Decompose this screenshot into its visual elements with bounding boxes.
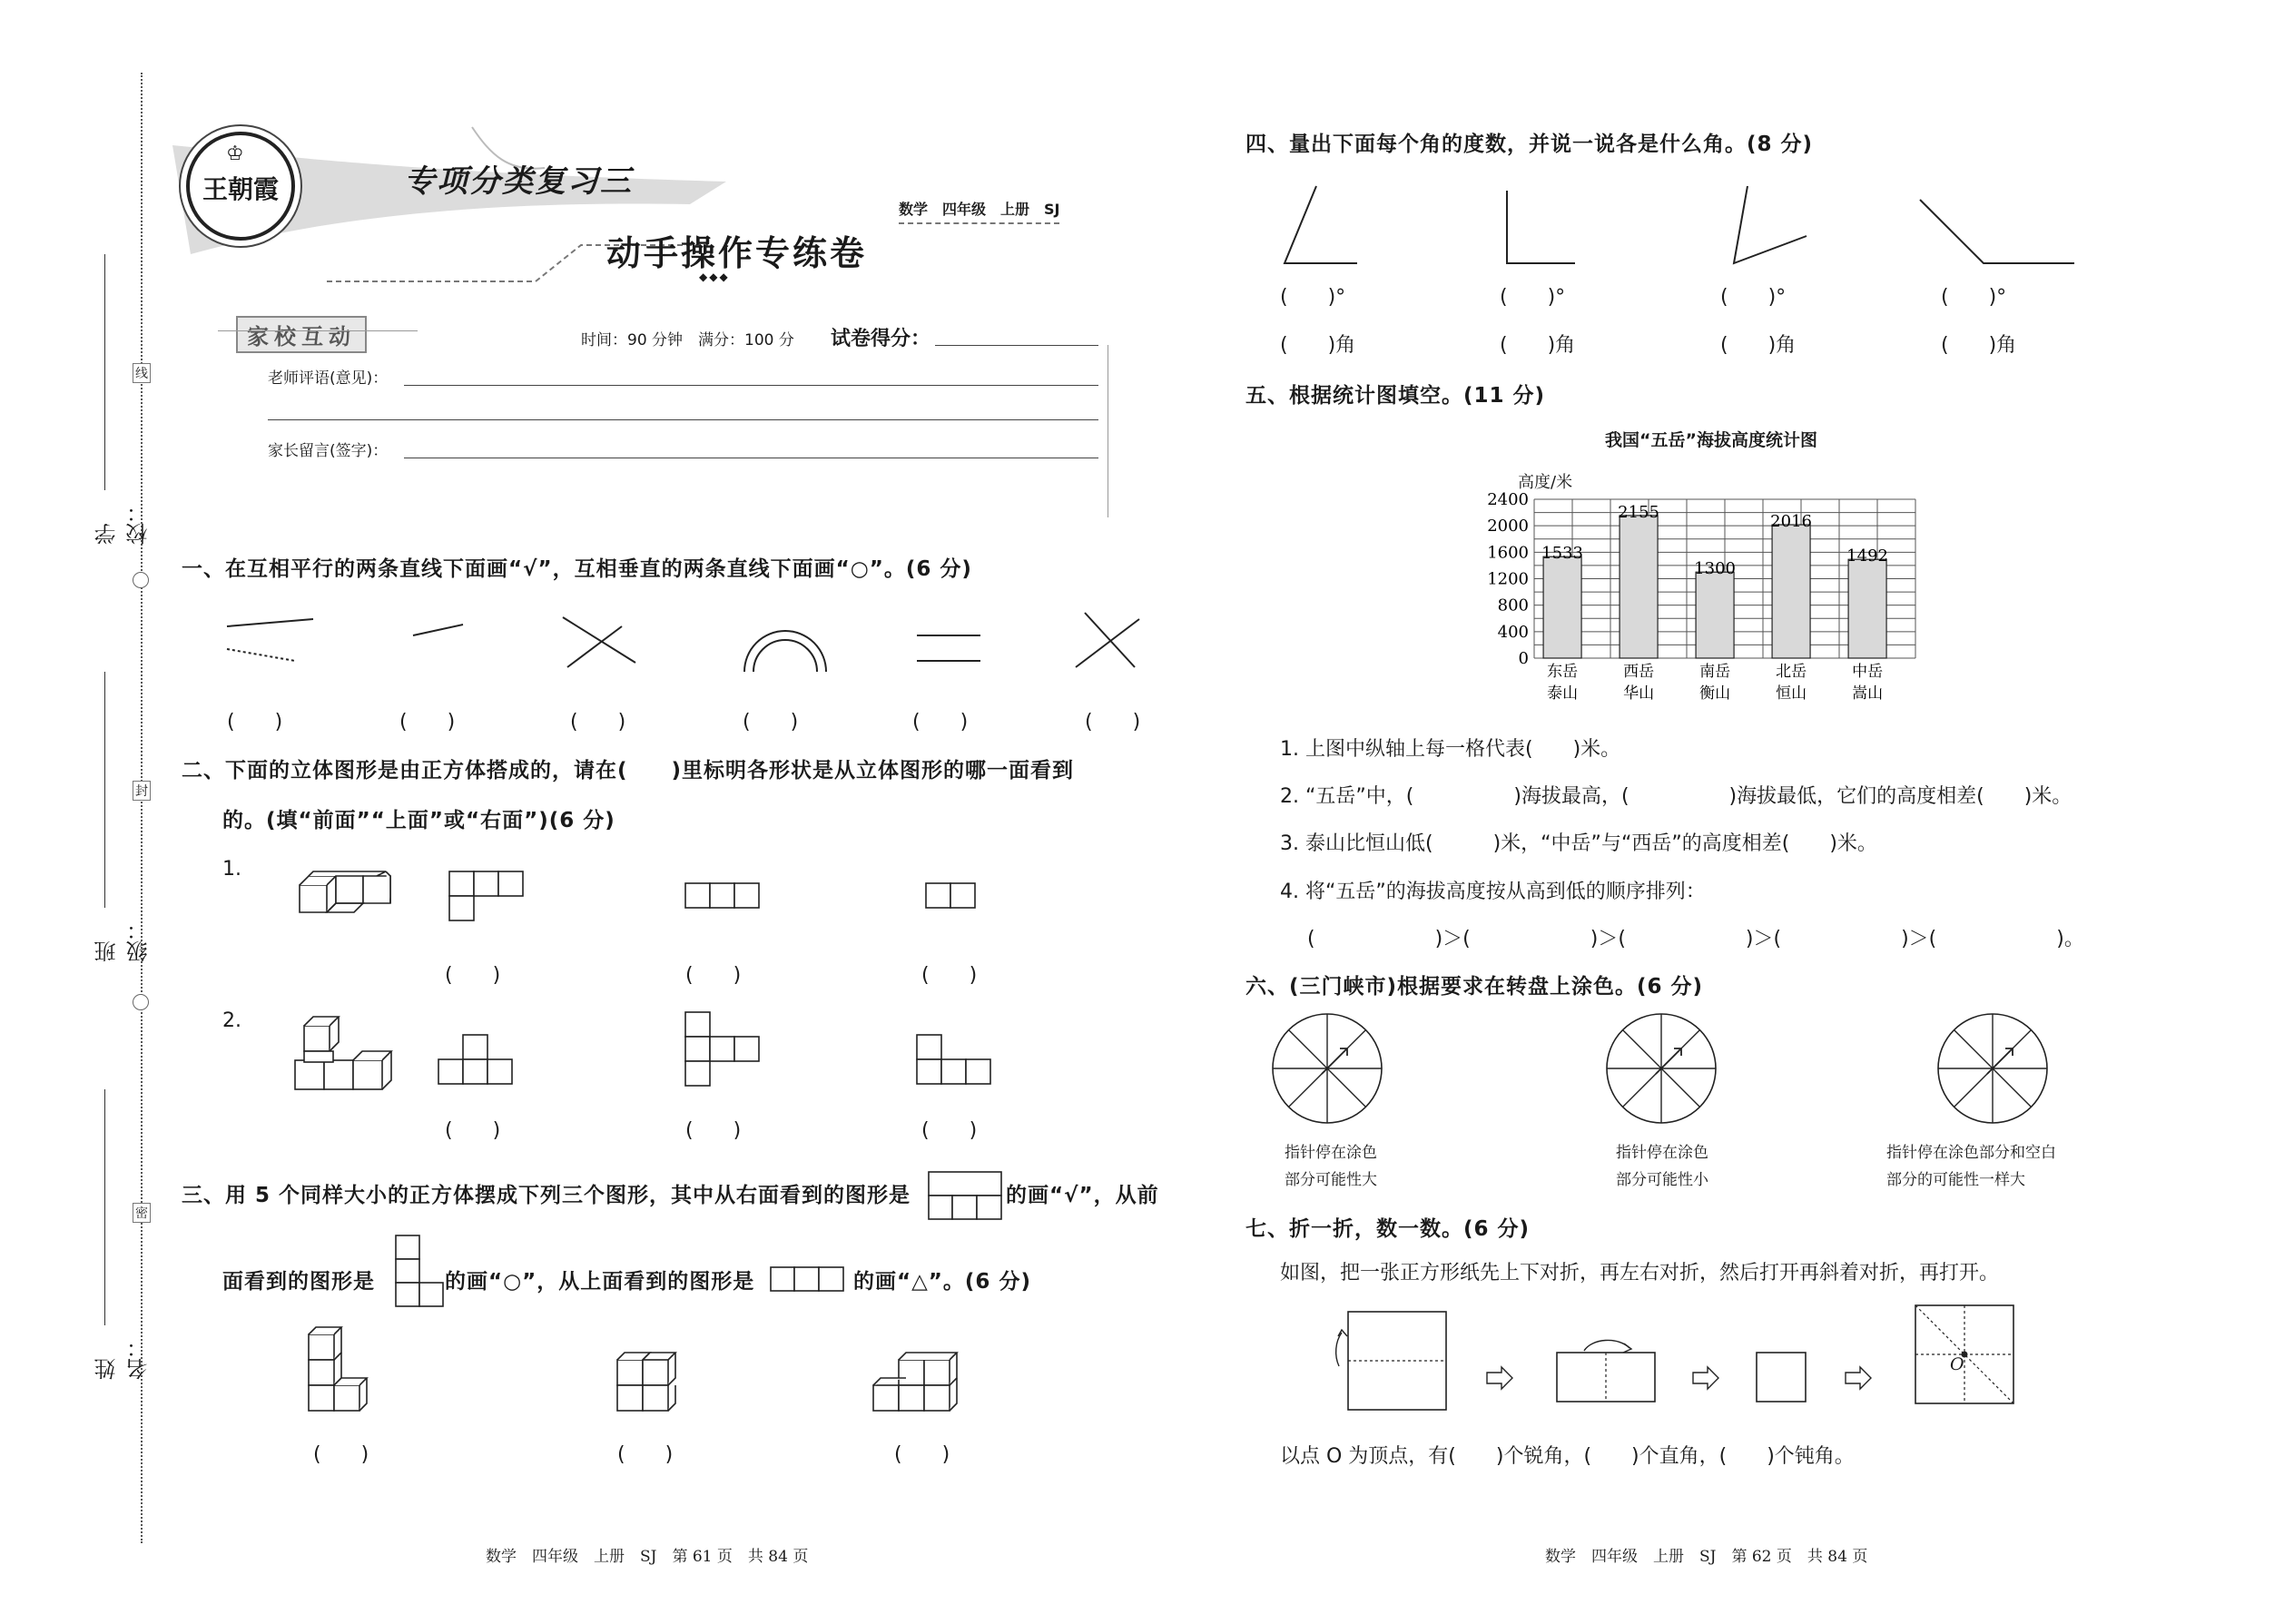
chart-category-label: 南岳 — [1699, 663, 1731, 681]
q3-blank-1[interactable]: ( ) — [313, 1443, 369, 1466]
q3-blank-2[interactable]: ( ) — [617, 1443, 674, 1466]
q3-text-b: 的画“√”，从前 — [1006, 1184, 1159, 1207]
q4-angle-type-1[interactable]: ( )角 — [1280, 334, 1356, 357]
q2-blank-6[interactable]: ( ) — [921, 1119, 978, 1142]
score-input[interactable] — [935, 345, 1098, 346]
spinner-2[interactable] — [1607, 1014, 1716, 1123]
q2-figures — [290, 867, 1017, 1103]
page-title: 动手操作专练卷 — [606, 232, 868, 273]
binding-circle-1 — [133, 572, 149, 588]
chart-category-label: 华山 — [1623, 684, 1655, 703]
chart-data-label: 1533 — [1541, 544, 1583, 564]
q6-caption-2b: 部分可能性小 — [1616, 1171, 1708, 1189]
q1-figures — [209, 599, 1171, 690]
q4-angles — [1271, 177, 2088, 268]
chart-title: 我国“五岳”海拔高度统计图 — [1605, 430, 1817, 450]
q3-text-c: 面看到的图形是 — [222, 1270, 375, 1294]
chart-bar — [1696, 572, 1734, 658]
q2-view-2-2 — [685, 1012, 759, 1086]
name-label: 姓名： — [94, 1336, 152, 1380]
q3-text-a: 三、用 5 个同样大小的正方体摆成下列三个图形，其中从右面看到的图形是 — [182, 1184, 911, 1207]
series-title: 专项分类复习三 — [404, 163, 633, 200]
teacher-comment-line-2[interactable] — [268, 419, 1098, 420]
fold-step-2 — [1557, 1340, 1655, 1402]
q4-text: 四、量出下面每个角的度数，并说一说各是什么角。(8 分) — [1245, 133, 1814, 156]
class-field[interactable] — [91, 672, 152, 962]
teacher-comment-line-1[interactable] — [404, 385, 1098, 386]
q6-spinners — [1271, 1012, 2088, 1130]
q1-blank-5[interactable]: ( ) — [912, 711, 969, 733]
q3-solid-3 — [873, 1353, 957, 1411]
q6-caption-1b: 部分可能性大 — [1285, 1171, 1377, 1189]
q5-item-3[interactable]: 3. 泰山比恒山低( )米，“中岳”与“西岳”的高度相差( )米。 — [1280, 832, 1877, 855]
fold-arrow-1-icon — [1487, 1367, 1512, 1389]
q4-degree-4[interactable]: ( )° — [1941, 286, 2007, 309]
q4-angle-type-2[interactable]: ( )角 — [1500, 334, 1576, 357]
home-school-badge: 家校互动 — [236, 316, 367, 353]
q3-solid-1 — [309, 1327, 367, 1411]
binding-mark-mi: 密 — [133, 1203, 151, 1223]
name-field[interactable] — [91, 1089, 152, 1380]
footer-right: 数学 四年级 上册 SJ 第 62 页 共 84 页 — [1545, 1548, 1868, 1566]
q3-blank-3[interactable]: ( ) — [894, 1443, 950, 1466]
q5-text: 五、根据统计图填空。(11 分) — [1245, 384, 1546, 408]
q4-angle-type-4[interactable]: ( )角 — [1941, 334, 2017, 357]
chart-category-label: 东岳 — [1547, 663, 1579, 681]
q4-degree-3[interactable]: ( )° — [1720, 286, 1787, 309]
q5-item-2[interactable]: 2. “五岳”中，( )海拔最高，( )海拔最低，它们的高度相差( )米。 — [1280, 785, 2072, 808]
home-school-panel — [218, 309, 1126, 517]
q4-degree-1[interactable]: ( )° — [1280, 286, 1346, 309]
q6-caption-3b: 部分的可能性一样大 — [1886, 1171, 2025, 1189]
binding-mark-xian: 线 — [133, 363, 151, 383]
chart-category-label: 恒山 — [1776, 684, 1807, 703]
chart-y-tick-label: 0 — [1518, 649, 1529, 668]
binding-circle-2 — [133, 994, 149, 1010]
q1-figure-5 — [917, 635, 980, 661]
q2-view-2-1 — [438, 1035, 512, 1084]
q7-text: 七、折一折，数一数。(6 分) — [1245, 1217, 1531, 1241]
q3-inline-view-right — [928, 1171, 1002, 1220]
q2-blank-1[interactable]: ( ) — [445, 964, 501, 987]
class-label: 班级： — [94, 919, 152, 962]
fold-step-4 — [1915, 1305, 2013, 1403]
q3-solid-2 — [617, 1353, 675, 1411]
chart-y-tick-label: 800 — [1497, 595, 1529, 615]
chart-bar — [1772, 525, 1810, 658]
q5-item-5-order[interactable]: ( )＞( )＞( )＞( )＞( )。 — [1307, 928, 2084, 950]
spinner-1[interactable] — [1273, 1014, 1382, 1123]
chart-y-tick-label: 2000 — [1487, 517, 1529, 536]
q3-inline-view-front — [395, 1235, 446, 1309]
chart-y-tick-label: 400 — [1497, 622, 1529, 642]
q6-text: 六、(三门峡市)根据要求在转盘上涂色。(6 分) — [1245, 975, 1704, 999]
fold-step-1 — [1336, 1312, 1446, 1410]
q7-point-o: O — [1950, 1354, 1964, 1374]
chart-data-label: 1300 — [1694, 559, 1736, 579]
q6-caption-2a: 指针停在涂色 — [1616, 1144, 1708, 1162]
q2-item-1-number: 1. — [222, 858, 241, 881]
q1-figure-3 — [563, 617, 635, 667]
chart-data-label: 1492 — [1846, 546, 1888, 566]
q2-text-line-1: 二、下面的立体图形是由正方体搭成的，请在( )里标明各形状是从立体图形的哪一面看到 — [182, 759, 1075, 782]
footer-left: 数学 四年级 上册 SJ 第 61 页 共 84 页 — [486, 1548, 809, 1566]
q1-figure-6 — [1076, 613, 1139, 667]
chart-bar — [1848, 559, 1886, 658]
q5-item-1[interactable]: 1. 上图中纵轴上每一格代表( )米。 — [1280, 738, 1621, 761]
bar-chart — [1462, 490, 1970, 717]
q7-answer[interactable]: 以点 O 为顶点，有( )个锐角，( )个直角，( )个钝角。 — [1280, 1445, 1855, 1468]
q7-folding-steps — [1307, 1298, 2033, 1416]
q3-inline-view-top — [770, 1266, 844, 1294]
q5-item-4: 4. 将“五岳”的海拔高度按从高到低的顺序排列： — [1280, 881, 1706, 903]
fold-arrow-2-icon — [1693, 1367, 1718, 1389]
panel-frame-top — [218, 330, 418, 331]
angle-3 — [1734, 186, 1807, 263]
q1-blank-6[interactable]: ( ) — [1085, 711, 1141, 733]
fold-step-3 — [1757, 1353, 1806, 1402]
q2-text-line-2: 的。(填“前面”“上面”或“右面”)(6 分) — [222, 809, 615, 832]
q2-solid-1 — [300, 871, 390, 912]
time-info: 时间：90 分钟 满分：100 分 — [581, 331, 794, 349]
q7-description: 如图，把一张正方形纸先上下对折，再左右对折，然后打开再斜着对折，再打开。 — [1280, 1262, 2000, 1284]
q2-item-2-number: 2. — [222, 1009, 241, 1032]
angle-1 — [1285, 186, 1357, 263]
q1-figure-4 — [744, 631, 826, 672]
q2-blank-5[interactable]: ( ) — [685, 1119, 742, 1142]
score-label: 试卷得分： — [831, 328, 931, 350]
q6-caption-3a: 指针停在涂色部分和空白 — [1886, 1144, 2056, 1162]
q6-caption-1a: 指针停在涂色 — [1285, 1144, 1377, 1162]
chart-y-tick-label: 2400 — [1487, 490, 1529, 509]
q3-text-e: 的画“△”。(6 分) — [853, 1270, 1031, 1294]
chart-bar — [1543, 556, 1581, 658]
chart-category-label: 西岳 — [1623, 663, 1655, 681]
fold-arrow-3-icon — [1846, 1367, 1871, 1389]
chart-y-label: 高度/米 — [1518, 473, 1573, 492]
q4-angle-type-3[interactable]: ( )角 — [1720, 334, 1797, 357]
q2-blank-4[interactable]: ( ) — [445, 1119, 501, 1142]
q2-view-2-3 — [917, 1035, 990, 1084]
q1-blank-4[interactable]: ( ) — [743, 711, 799, 733]
spinner-3[interactable] — [1938, 1014, 2047, 1123]
chart-category-label: 衡山 — [1699, 684, 1731, 703]
parent-note-label: 家长留言(签字)： — [268, 442, 389, 460]
q1-figure-2 — [413, 625, 463, 635]
school-label: 学校： — [94, 501, 152, 545]
chart-category-label: 嵩山 — [1852, 684, 1884, 703]
q3-text-d: 的画“○”，从上面看到的图形是 — [445, 1270, 755, 1294]
chart-bar — [1620, 516, 1658, 658]
chart-category-label: 北岳 — [1776, 663, 1807, 681]
logo-crown-icon: ♔ — [226, 143, 244, 165]
q2-blank-2[interactable]: ( ) — [685, 964, 742, 987]
q1-figure-1 — [227, 619, 313, 661]
q2-solid-2 — [295, 1017, 391, 1089]
q2-view-1-1 — [449, 871, 523, 920]
teacher-comment-label: 老师评语(意见)： — [268, 369, 389, 388]
chart-category-label: 泰山 — [1547, 684, 1579, 703]
q4-degree-2[interactable]: ( )° — [1500, 286, 1566, 309]
q2-blank-3[interactable]: ( ) — [921, 964, 978, 987]
q1-blank-2[interactable]: ( ) — [399, 711, 456, 733]
q1-blank-1[interactable]: ( ) — [227, 711, 283, 733]
chart-y-tick-label: 1200 — [1487, 569, 1529, 589]
angle-2 — [1507, 191, 1575, 263]
q2-view-1-3 — [926, 883, 975, 908]
binding-dotted-line — [141, 73, 143, 1543]
binding-mark-feng: 封 — [133, 781, 151, 801]
chart-data-label: 2155 — [1618, 502, 1659, 522]
subject-tag: 数学 四年级 上册 SJ — [899, 198, 1059, 224]
chart-data-label: 2016 — [1770, 512, 1812, 531]
publisher-logo — [186, 132, 295, 241]
q3-figures — [300, 1325, 1008, 1434]
chart-category-label: 中岳 — [1852, 663, 1884, 681]
title-ornament: ◆◆◆ — [699, 271, 730, 283]
q1-text: 一、在互相平行的两条直线下面画“√”，互相垂直的两条直线下面画“○”。(6 分) — [182, 557, 972, 581]
logo-text: 王朝霞 — [202, 174, 279, 204]
chart-y-tick-label: 1600 — [1487, 543, 1529, 563]
school-field[interactable] — [91, 254, 152, 545]
q1-blank-3[interactable]: ( ) — [570, 711, 626, 733]
q2-view-1-2 — [685, 883, 759, 908]
angle-4 — [1920, 200, 2074, 263]
